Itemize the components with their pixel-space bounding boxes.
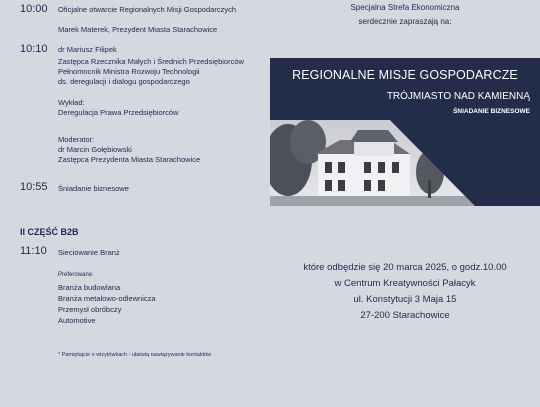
event-banner: [270, 58, 540, 206]
opening-person: Marek Materek, Prezydent Miasta Starachowice: [58, 25, 218, 34]
branch-3: Przemysł obróbczy: [58, 305, 122, 314]
speaker-name: dr Mariusz Filipek: [58, 45, 117, 54]
event-street: ul. Konstytucji 3 Maja 15: [353, 294, 457, 305]
branch-2: Branża metalowo-odlewnicza: [58, 294, 156, 303]
breakfast-title: Śniadanie biznesowe: [58, 184, 129, 193]
preferred-label: Preferowane:: [58, 272, 94, 278]
moderator-label: Moderator:: [58, 135, 95, 144]
branch-1: Branża budowlana: [58, 283, 121, 292]
time-1000: 10:00: [20, 3, 48, 15]
banner-subtitle: TRÓJMIASTO NAD KAMIENNĄ: [386, 91, 530, 102]
time-1055: 10:55: [20, 181, 48, 193]
organizer-line: Specjalna Strefa Ekonomiczna: [350, 3, 460, 12]
time-1110: 11:10: [20, 245, 47, 257]
invite-line: serdecznie zapraszają na:: [358, 17, 452, 26]
part2-title: II CZĘŚĆ B2B: [20, 227, 79, 237]
business-card-note: * Pamiętajcie o wizytówkach - ułatwią nawiązywanie kontaktów: [58, 352, 212, 358]
speaker-role-3: ds. deregulacji i dialogu gospodarczego: [58, 77, 190, 86]
opening-title: Oficjalne otwarcie Regionalnych Misji Gospodarczych: [58, 5, 236, 14]
networking-title: Sieciowanie Branż: [58, 248, 120, 257]
moderator-name: dr Marcin Gołębiowski: [58, 145, 132, 154]
banner-subtitle-2: ŚNIADANIE BIZNESOWE: [453, 108, 530, 115]
banner-title: REGIONALNE MISJE GOSPODARCZE: [292, 68, 518, 82]
branch-4: Automotive: [58, 316, 96, 325]
building-photo: [270, 120, 540, 206]
lecture-title: Deregulacja Prawa Przedsiębiorców: [58, 108, 179, 117]
speaker-role-2: Pełnomocnik Ministra Rozwoju Technologii: [58, 67, 200, 76]
lecture-label: Wykład:: [58, 98, 85, 107]
speaker-role-1: Zastępca Rzecznika Małych i Średnich Przedsiębiorców: [58, 57, 244, 66]
event-venue: w Centrum Kreatywności Pałacyk: [334, 278, 476, 289]
time-1010: 10:10: [20, 43, 48, 55]
event-city: 27-200 Starachowice: [360, 310, 450, 321]
moderator-role: Zastępca Prezydenta Miasta Starachowice: [58, 155, 201, 164]
event-date: które odbędzie się 20 marca 2025, o godz.10.00: [303, 262, 507, 273]
